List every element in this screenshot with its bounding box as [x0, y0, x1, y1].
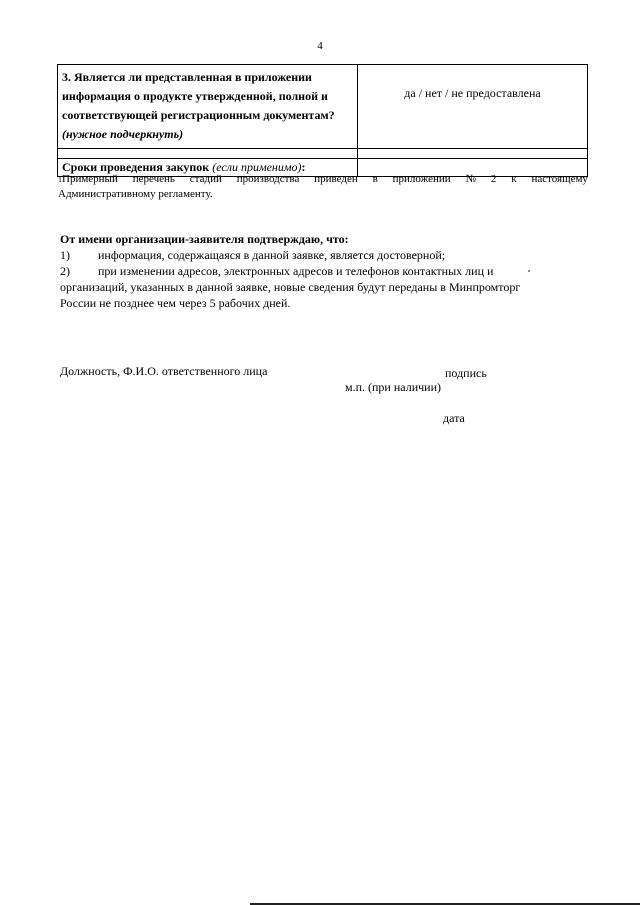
footnote-word: стадий	[189, 173, 222, 185]
stamp-label: м.п. (при наличии)	[345, 380, 441, 394]
footnote	[58, 172, 588, 202]
footnote-word: 2	[490, 173, 497, 185]
empty-row	[58, 149, 588, 159]
procurement-note: (если применимо)	[212, 160, 302, 174]
footnote-line-1	[58, 172, 588, 187]
scan-speck	[528, 270, 530, 272]
item-number: 1)	[60, 248, 70, 262]
confirmation-heading: От имени организации-заявителя подтверждаю, что:	[60, 232, 349, 246]
item-number: 2)	[60, 264, 70, 278]
form-table	[57, 64, 588, 177]
footnote-word: приведен	[314, 173, 358, 185]
question-cell	[58, 65, 358, 149]
question-note: (нужное подчеркнуть)	[62, 127, 184, 141]
footnote-line-2: Административному регламенту.	[58, 188, 213, 200]
question-line: 3. Является ли представленная в приложении	[62, 70, 312, 84]
date-label: дата	[443, 411, 465, 425]
footnote-word: №	[465, 173, 476, 185]
footnote-word: производства	[236, 173, 300, 185]
answer-cell[interactable]	[358, 65, 588, 149]
footnote-word: приложении	[392, 173, 451, 185]
page-number: 4	[317, 40, 323, 52]
item-text: информация, содержащаяся в данной заявке, является достоверной;	[98, 248, 446, 262]
footnote-word: Примерный	[62, 173, 118, 185]
empty-cell	[358, 149, 588, 159]
item-continuation: организаций, указанных в данной заявке, новые сведения будут переданы в Минпромторг	[60, 280, 521, 294]
confirmation-item	[60, 263, 580, 279]
confirmation-item	[60, 247, 580, 263]
answer-options: да / нет / не предоставлена	[404, 86, 541, 100]
item-continuation: России не позднее чем через 5 рабочих дней.	[60, 296, 291, 310]
empty-cell	[58, 149, 358, 159]
item-text: при изменении адресов, электронных адресов и телефонов контактных лиц и	[98, 264, 494, 278]
confirmation-block	[60, 231, 580, 311]
footnote-word: перечень	[132, 173, 175, 185]
signature-label: подпись	[445, 366, 487, 380]
footnote-word: настоящему	[531, 173, 588, 185]
question-line: информация о продукте утвержденной, полной и	[62, 89, 328, 103]
footnote-word: к	[511, 173, 517, 185]
procurement-label: Сроки проведения закупок	[62, 160, 210, 174]
procurement-colon: :	[301, 160, 306, 174]
question-line: соответствующей регистрационным документам?	[62, 108, 335, 122]
signatory-position-label: Должность, Ф.И.О. ответственного лица	[60, 364, 268, 378]
question-row	[58, 65, 588, 149]
footnote-marker: 1	[58, 175, 62, 184]
footnote-word: в	[372, 173, 378, 185]
